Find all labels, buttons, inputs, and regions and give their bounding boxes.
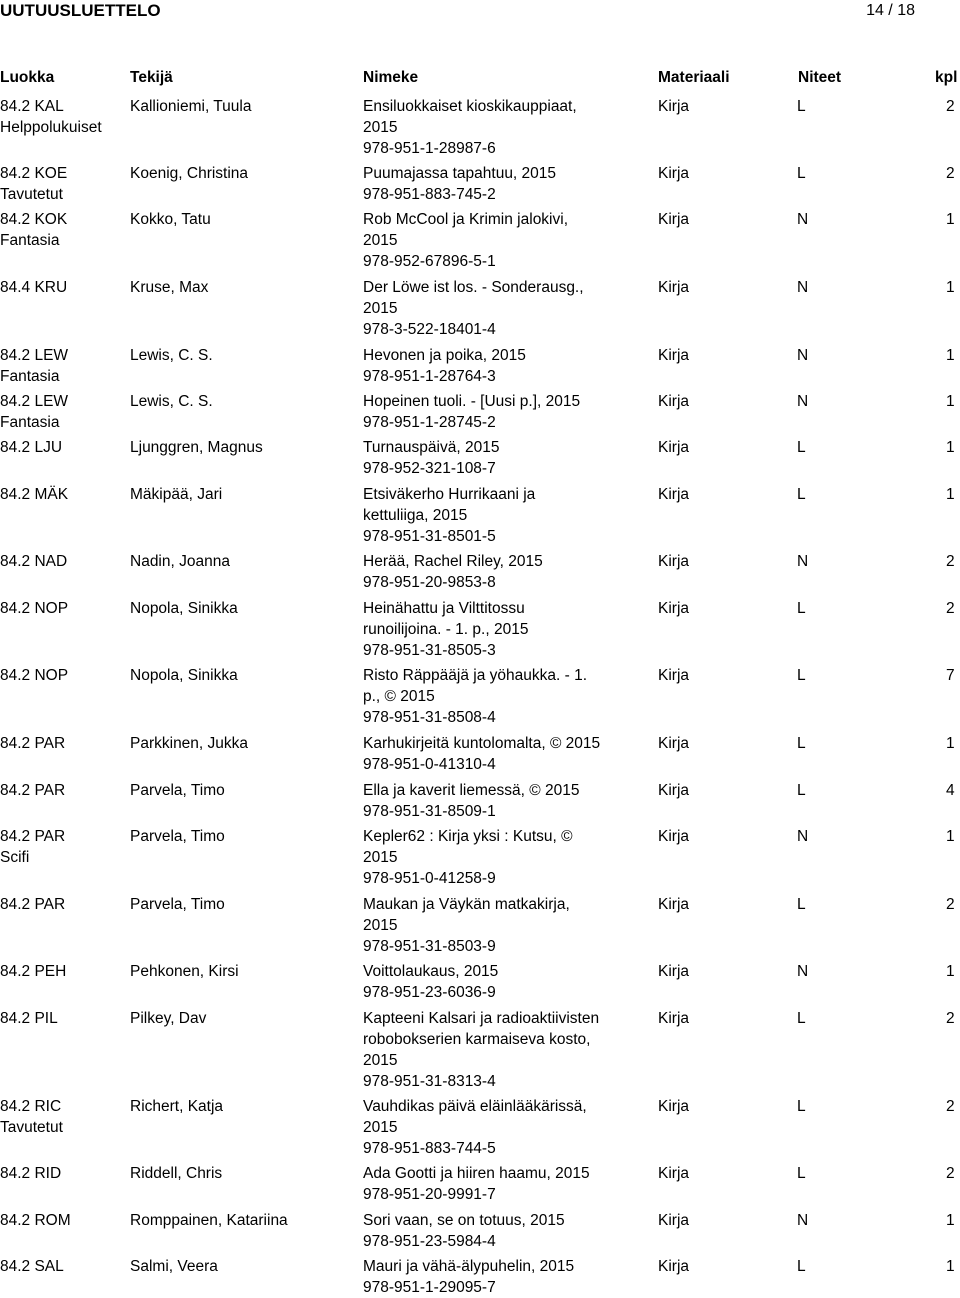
nimeke-cell bbox=[363, 1256, 648, 1298]
nimeke-cell-line: 978-951-31-8505-3 bbox=[363, 642, 496, 659]
materiaali-cell: Kirja bbox=[658, 1010, 690, 1027]
nimeke-cell bbox=[363, 733, 648, 775]
luokka-cell bbox=[0, 1163, 125, 1184]
niteet-cell: L bbox=[797, 896, 806, 913]
materiaali-cell: Kirja bbox=[658, 1098, 690, 1115]
niteet-cell: L bbox=[797, 439, 806, 456]
nimeke-cell-line: Sori vaan, se on totuus, 2015 bbox=[363, 1212, 565, 1229]
tekija-cell: Parvela, Timo bbox=[130, 896, 225, 913]
nimeke-cell bbox=[363, 437, 648, 479]
nimeke-cell-line: 2015 bbox=[363, 119, 398, 136]
niteet-cell: N bbox=[797, 828, 809, 845]
luokka-cell-line: 84.2 MÄK bbox=[0, 486, 69, 503]
niteet-cell: N bbox=[797, 211, 809, 228]
niteet-cell: N bbox=[797, 553, 809, 570]
nimeke-cell bbox=[363, 598, 648, 661]
kpl-cell: 1 bbox=[946, 211, 955, 228]
luokka-cell-line: 84.2 PEH bbox=[0, 963, 67, 980]
nimeke-cell bbox=[363, 961, 648, 1003]
page-number: 14 / 18 bbox=[866, 2, 915, 19]
materiaali-cell: Kirja bbox=[658, 165, 690, 182]
nimeke-cell-line: 978-3-522-18401-4 bbox=[363, 321, 496, 338]
tekija-cell: Riddell, Chris bbox=[130, 1165, 223, 1182]
materiaali-cell: Kirja bbox=[658, 553, 690, 570]
tekija-cell: Kokko, Tatu bbox=[130, 211, 211, 228]
nimeke-cell-line: 978-952-321-108-7 bbox=[363, 460, 496, 477]
niteet-cell: L bbox=[797, 486, 806, 503]
nimeke-cell bbox=[363, 1163, 648, 1205]
kpl-cell: 1 bbox=[946, 1258, 955, 1275]
niteet-cell: L bbox=[797, 600, 806, 617]
luokka-cell-line: 84.2 KOE bbox=[0, 165, 68, 182]
tekija-cell: Lewis, C. S. bbox=[130, 393, 213, 410]
materiaali-cell: Kirja bbox=[658, 963, 690, 980]
nimeke-cell bbox=[363, 1096, 648, 1159]
nimeke-cell-line: robobokserien karmaiseva kosto, bbox=[363, 1031, 591, 1048]
materiaali-cell: Kirja bbox=[658, 1212, 690, 1229]
nimeke-cell-line: 978-951-1-29095-7 bbox=[363, 1279, 496, 1296]
tekija-cell: Lewis, C. S. bbox=[130, 347, 213, 364]
niteet-cell: L bbox=[797, 667, 806, 684]
nimeke-cell-line: 978-951-31-8503-9 bbox=[363, 938, 496, 955]
luokka-cell-line: 84.2 PAR bbox=[0, 828, 66, 845]
nimeke-cell-line: 2015 bbox=[363, 1052, 398, 1069]
materiaali-cell: Kirja bbox=[658, 600, 690, 617]
kpl-cell: 1 bbox=[946, 828, 955, 845]
materiaali-cell: Kirja bbox=[658, 393, 690, 410]
materiaali-cell: Kirja bbox=[658, 439, 690, 456]
luokka-cell-line: 84.2 RIC bbox=[0, 1098, 62, 1115]
tekija-cell: Kruse, Max bbox=[130, 279, 209, 296]
column-header-tekija: Tekijä bbox=[130, 69, 173, 86]
page-title: UUTUUSLUETTELO bbox=[0, 1, 161, 20]
tekija-cell: Nopola, Sinikka bbox=[130, 667, 238, 684]
nimeke-cell-line: 978-951-0-41258-9 bbox=[363, 870, 496, 887]
nimeke-cell bbox=[363, 551, 648, 593]
nimeke-cell-line: Ensiluokkaiset kioskikauppiaat, bbox=[363, 98, 577, 115]
nimeke-cell-line: 978-951-1-28764-3 bbox=[363, 368, 496, 385]
niteet-cell: N bbox=[797, 393, 809, 410]
luokka-cell bbox=[0, 96, 125, 138]
luokka-cell bbox=[0, 780, 125, 801]
tekija-cell: Nopola, Sinikka bbox=[130, 600, 238, 617]
nimeke-cell-line: Kapteeni Kalsari ja radioaktiivisten bbox=[363, 1010, 600, 1027]
nimeke-cell bbox=[363, 665, 648, 728]
luokka-cell-line: 84.2 LJU bbox=[0, 439, 63, 456]
kpl-cell: 1 bbox=[946, 1212, 955, 1229]
tekija-cell: Salmi, Veera bbox=[130, 1258, 218, 1275]
materiaali-cell: Kirja bbox=[658, 347, 690, 364]
nimeke-cell-line: Ella ja kaverit liemessä, © 2015 bbox=[363, 782, 580, 799]
nimeke-cell-line: runoilijoina. - 1. p., 2015 bbox=[363, 621, 529, 638]
nimeke-cell-line: 978-952-67896-5-1 bbox=[363, 253, 496, 270]
nimeke-cell-line: Vauhdikas päivä eläinlääkärissä, bbox=[363, 1098, 587, 1115]
kpl-cell: 2 bbox=[946, 165, 955, 182]
nimeke-cell bbox=[363, 826, 648, 889]
niteet-cell: N bbox=[797, 347, 809, 364]
materiaali-cell: Kirja bbox=[658, 1258, 690, 1275]
niteet-cell: L bbox=[797, 1010, 806, 1027]
nimeke-cell-line: Turnauspäivä, 2015 bbox=[363, 439, 500, 456]
luokka-cell-line: Fantasia bbox=[0, 368, 60, 385]
nimeke-cell-line: 2015 bbox=[363, 232, 398, 249]
materiaali-cell: Kirja bbox=[658, 667, 690, 684]
nimeke-cell-line: 978-951-31-8501-5 bbox=[363, 528, 496, 545]
materiaali-cell: Kirja bbox=[658, 98, 690, 115]
nimeke-cell-line: 978-951-1-28745-2 bbox=[363, 414, 496, 431]
luokka-cell-line: Scifi bbox=[0, 849, 30, 866]
kpl-cell: 4 bbox=[946, 782, 955, 799]
nimeke-cell-line: Etsiväkerho Hurrikaani ja bbox=[363, 486, 536, 503]
nimeke-cell bbox=[363, 894, 648, 957]
nimeke-cell-line: 2015 bbox=[363, 849, 398, 866]
luokka-cell-line: 84.4 KRU bbox=[0, 279, 68, 296]
kpl-cell: 1 bbox=[946, 735, 955, 752]
luokka-cell-line: 84.2 NOP bbox=[0, 667, 69, 684]
tekija-cell: Mäkipää, Jari bbox=[130, 486, 223, 503]
nimeke-cell-line: 978-951-23-5984-4 bbox=[363, 1233, 496, 1250]
kpl-cell: 1 bbox=[946, 963, 955, 980]
luokka-cell bbox=[0, 484, 125, 505]
niteet-cell: L bbox=[797, 1165, 806, 1182]
materiaali-cell: Kirja bbox=[658, 1165, 690, 1182]
nimeke-cell bbox=[363, 484, 648, 547]
luokka-cell bbox=[0, 345, 125, 387]
kpl-cell: 7 bbox=[946, 667, 955, 684]
tekija-cell: Romppainen, Katariina bbox=[130, 1212, 288, 1229]
niteet-cell: L bbox=[797, 165, 806, 182]
nimeke-cell-line: Kepler62 : Kirja yksi : Kutsu, © bbox=[363, 828, 573, 845]
column-header-nimeke: Nimeke bbox=[363, 69, 419, 86]
nimeke-cell-line: p., © 2015 bbox=[363, 688, 435, 705]
kpl-cell: 1 bbox=[946, 486, 955, 503]
luokka-cell-line: Fantasia bbox=[0, 414, 60, 431]
column-header-luokka: Luokka bbox=[0, 69, 55, 86]
materiaali-cell: Kirja bbox=[658, 211, 690, 228]
tekija-cell: Richert, Katja bbox=[130, 1098, 224, 1115]
tekija-cell: Parvela, Timo bbox=[130, 782, 225, 799]
nimeke-cell bbox=[363, 780, 648, 822]
luokka-cell bbox=[0, 598, 125, 619]
luokka-cell-line: 84.2 KOK bbox=[0, 211, 68, 228]
tekija-cell: Kallioniemi, Tuula bbox=[130, 98, 252, 115]
luokka-cell bbox=[0, 1008, 125, 1029]
tekija-cell: Pehkonen, Kirsi bbox=[130, 963, 239, 980]
tekija-cell: Parvela, Timo bbox=[130, 828, 225, 845]
nimeke-cell-line: Heinähattu ja Vilttitossu bbox=[363, 600, 525, 617]
nimeke-cell-line: Puumajassa tapahtuu, 2015 bbox=[363, 165, 557, 182]
nimeke-cell bbox=[363, 96, 648, 159]
niteet-cell: N bbox=[797, 1212, 809, 1229]
nimeke-cell-line: 2015 bbox=[363, 1119, 398, 1136]
luokka-cell bbox=[0, 277, 125, 298]
kpl-cell: 2 bbox=[946, 600, 955, 617]
materiaali-cell: Kirja bbox=[658, 486, 690, 503]
materiaali-cell: Kirja bbox=[658, 828, 690, 845]
luokka-cell bbox=[0, 551, 125, 572]
luokka-cell bbox=[0, 1210, 125, 1231]
kpl-cell: 2 bbox=[946, 553, 955, 570]
luokka-cell-line: 84.2 SAL bbox=[0, 1258, 64, 1275]
nimeke-cell-line: Herää, Rachel Riley, 2015 bbox=[363, 553, 543, 570]
luokka-cell bbox=[0, 163, 125, 205]
luokka-cell-line: 84.2 LEW bbox=[0, 347, 69, 364]
kpl-cell: 2 bbox=[946, 1010, 955, 1027]
luokka-cell-line: 84.2 NOP bbox=[0, 600, 69, 617]
luokka-cell-line: 84.2 KAL bbox=[0, 98, 64, 115]
kpl-cell: 1 bbox=[946, 439, 955, 456]
niteet-cell: L bbox=[797, 735, 806, 752]
tekija-cell: Nadin, Joanna bbox=[130, 553, 230, 570]
nimeke-cell-line: 978-951-31-8508-4 bbox=[363, 709, 496, 726]
nimeke-cell-line: 978-951-883-744-5 bbox=[363, 1140, 496, 1157]
luokka-cell bbox=[0, 733, 125, 754]
luokka-cell bbox=[0, 961, 125, 982]
niteet-cell: L bbox=[797, 98, 806, 115]
luokka-cell-line: 84.2 NAD bbox=[0, 553, 68, 570]
nimeke-cell-line: 978-951-23-6036-9 bbox=[363, 984, 496, 1001]
tekija-cell: Ljunggren, Magnus bbox=[130, 439, 263, 456]
nimeke-cell-line: Hopeinen tuoli. - [Uusi p.], 2015 bbox=[363, 393, 581, 410]
nimeke-cell-line: 2015 bbox=[363, 300, 398, 317]
nimeke-cell-line: Mauri ja vähä-älypuhelin, 2015 bbox=[363, 1258, 575, 1275]
luokka-cell-line: 84.2 PAR bbox=[0, 735, 66, 752]
luokka-cell bbox=[0, 209, 125, 251]
kpl-cell: 2 bbox=[946, 1165, 955, 1182]
nimeke-cell bbox=[363, 1008, 648, 1092]
luokka-cell-line: 84.2 ROM bbox=[0, 1212, 71, 1229]
nimeke-cell-line: Rob McCool ja Krimin jalokivi, bbox=[363, 211, 569, 228]
niteet-cell: L bbox=[797, 1098, 806, 1115]
materiaali-cell: Kirja bbox=[658, 279, 690, 296]
luokka-cell-line: 84.2 PAR bbox=[0, 896, 66, 913]
luokka-cell bbox=[0, 1096, 125, 1138]
niteet-cell: L bbox=[797, 782, 806, 799]
nimeke-cell bbox=[363, 1210, 648, 1252]
luokka-cell-line: Tavutetut bbox=[0, 1119, 63, 1136]
nimeke-cell-line: 978-951-20-9991-7 bbox=[363, 1186, 496, 1203]
luokka-cell bbox=[0, 1256, 125, 1277]
nimeke-cell bbox=[363, 209, 648, 272]
tekija-cell: Koenig, Christina bbox=[130, 165, 249, 182]
niteet-cell: N bbox=[797, 279, 809, 296]
column-header-materiaali: Materiaali bbox=[658, 69, 730, 86]
luokka-cell bbox=[0, 391, 125, 433]
nimeke-cell-line: 978-951-883-745-2 bbox=[363, 186, 496, 203]
luokka-cell-line: 84.2 PIL bbox=[0, 1010, 58, 1027]
tekija-cell: Pilkey, Dav bbox=[130, 1010, 207, 1027]
luokka-cell-line: Fantasia bbox=[0, 232, 60, 249]
luokka-cell bbox=[0, 894, 125, 915]
luokka-cell bbox=[0, 826, 125, 868]
kpl-cell: 2 bbox=[946, 896, 955, 913]
luokka-cell-line: Helppolukuiset bbox=[0, 119, 102, 136]
kpl-cell: 1 bbox=[946, 279, 955, 296]
nimeke-cell-line: Der Löwe ist los. - Sonderausg., bbox=[363, 279, 584, 296]
luokka-cell-line: 84.2 PAR bbox=[0, 782, 66, 799]
nimeke-cell bbox=[363, 345, 648, 387]
kpl-cell: 1 bbox=[946, 393, 955, 410]
nimeke-cell-line: Risto Räppääjä ja yöhaukka. - 1. bbox=[363, 667, 588, 684]
nimeke-cell-line: Voittolaukaus, 2015 bbox=[363, 963, 499, 980]
luokka-cell-line: Tavutetut bbox=[0, 186, 63, 203]
nimeke-cell-line: 978-951-31-8509-1 bbox=[363, 803, 496, 820]
luokka-cell bbox=[0, 665, 125, 686]
kpl-cell: 1 bbox=[946, 347, 955, 364]
nimeke-cell-line: Ada Gootti ja hiiren haamu, 2015 bbox=[363, 1165, 590, 1182]
materiaali-cell: Kirja bbox=[658, 782, 690, 799]
luokka-cell-line: 84.2 LEW bbox=[0, 393, 69, 410]
nimeke-cell-line: 2015 bbox=[363, 917, 398, 934]
niteet-cell: L bbox=[797, 1258, 806, 1275]
nimeke-cell bbox=[363, 163, 648, 205]
materiaali-cell: Kirja bbox=[658, 735, 690, 752]
nimeke-cell-line: Maukan ja Väykän matkakirja, bbox=[363, 896, 570, 913]
materiaali-cell: Kirja bbox=[658, 896, 690, 913]
nimeke-cell-line: 978-951-1-28987-6 bbox=[363, 140, 496, 157]
kpl-cell: 2 bbox=[946, 1098, 955, 1115]
luokka-cell bbox=[0, 437, 125, 458]
kpl-cell: 2 bbox=[946, 98, 955, 115]
nimeke-cell-line: 978-951-20-9853-8 bbox=[363, 574, 496, 591]
nimeke-cell bbox=[363, 391, 648, 433]
tekija-cell: Parkkinen, Jukka bbox=[130, 735, 249, 752]
nimeke-cell-line: kettuliiga, 2015 bbox=[363, 507, 468, 524]
luokka-cell-line: 84.2 RID bbox=[0, 1165, 62, 1182]
nimeke-cell-line: 978-951-31-8313-4 bbox=[363, 1073, 496, 1090]
nimeke-cell-line: 978-951-0-41310-4 bbox=[363, 756, 496, 773]
nimeke-cell-line: Hevonen ja poika, 2015 bbox=[363, 347, 526, 364]
nimeke-cell-line: Karhukirjeitä kuntolomalta, © 2015 bbox=[363, 735, 601, 752]
column-header-niteet: Niteet bbox=[798, 69, 842, 86]
niteet-cell: N bbox=[797, 963, 809, 980]
column-header-kpl: kpl bbox=[935, 69, 958, 86]
nimeke-cell bbox=[363, 277, 648, 340]
